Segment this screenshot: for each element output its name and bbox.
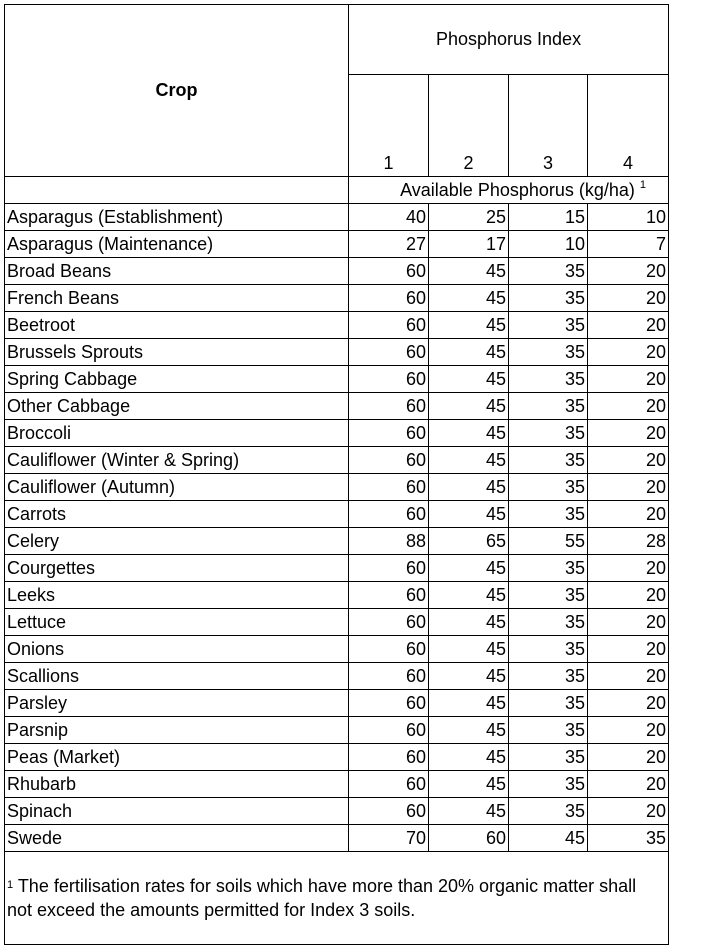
value-cell-index-1: 60 (349, 420, 429, 447)
value-cell-index-4: 20 (588, 690, 669, 717)
value-cell-index-4: 20 (588, 312, 669, 339)
table-row (5, 420, 669, 447)
value-cell-index-2: 60 (429, 825, 509, 852)
crop-name-cell: Lettuce (5, 609, 349, 636)
crop-name-cell: Beetroot (5, 312, 349, 339)
value-cell-index-2: 45 (429, 555, 509, 582)
value-cell-index-4: 20 (588, 474, 669, 501)
crop-name-cell: Leeks (5, 582, 349, 609)
table-row (5, 636, 669, 663)
table-row (5, 285, 669, 312)
index-header-2: 2 (429, 75, 509, 177)
value-cell-index-4: 10 (588, 204, 669, 231)
value-cell-index-4: 20 (588, 771, 669, 798)
table-row (5, 312, 669, 339)
phosphorus-table (4, 4, 669, 945)
value-cell-index-2: 45 (429, 285, 509, 312)
value-cell-index-1: 60 (349, 771, 429, 798)
value-cell-index-3: 35 (509, 366, 588, 393)
crop-name-cell: Celery (5, 528, 349, 555)
crop-column-header: Crop (5, 5, 349, 177)
value-cell-index-4: 20 (588, 582, 669, 609)
value-cell-index-2: 45 (429, 798, 509, 825)
crop-name-cell: Cauliflower (Winter & Spring) (5, 447, 349, 474)
value-cell-index-3: 15 (509, 204, 588, 231)
crop-name-cell: Broad Beans (5, 258, 349, 285)
value-cell-index-4: 35 (588, 825, 669, 852)
value-cell-index-2: 45 (429, 717, 509, 744)
value-cell-index-3: 35 (509, 312, 588, 339)
value-cell-index-2: 45 (429, 744, 509, 771)
crop-name-cell: Cauliflower (Autumn) (5, 474, 349, 501)
table-row (5, 447, 669, 474)
value-cell-index-2: 25 (429, 204, 509, 231)
table-row (5, 366, 669, 393)
available-row-blank-cell (5, 177, 349, 204)
value-cell-index-2: 45 (429, 366, 509, 393)
value-cell-index-4: 20 (588, 636, 669, 663)
value-cell-index-2: 45 (429, 609, 509, 636)
value-cell-index-2: 45 (429, 582, 509, 609)
value-cell-index-4: 28 (588, 528, 669, 555)
crop-name-cell: Courgettes (5, 555, 349, 582)
crop-name-cell: French Beans (5, 285, 349, 312)
value-cell-index-1: 40 (349, 204, 429, 231)
crop-name-cell: Onions (5, 636, 349, 663)
crop-name-cell: Carrots (5, 501, 349, 528)
value-cell-index-3: 35 (509, 609, 588, 636)
crop-name-cell: Asparagus (Establishment) (5, 204, 349, 231)
crop-name-cell: Brussels Sprouts (5, 339, 349, 366)
value-cell-index-2: 45 (429, 447, 509, 474)
footnote-marker: 1 (639, 178, 647, 191)
index-header-1: 1 (349, 75, 429, 177)
value-cell-index-1: 60 (349, 717, 429, 744)
value-cell-index-2: 45 (429, 420, 509, 447)
table-row (5, 582, 669, 609)
value-cell-index-3: 10 (509, 231, 588, 258)
value-cell-index-4: 20 (588, 555, 669, 582)
index-header-3: 3 (509, 75, 588, 177)
value-cell-index-4: 20 (588, 609, 669, 636)
value-cell-index-1: 60 (349, 258, 429, 285)
value-cell-index-3: 35 (509, 285, 588, 312)
table-row (5, 204, 669, 231)
value-cell-index-4: 20 (588, 285, 669, 312)
footnote-cell (5, 852, 669, 945)
crop-name-cell: Parsley (5, 690, 349, 717)
value-cell-index-2: 45 (429, 258, 509, 285)
table-row (5, 231, 669, 258)
value-cell-index-2: 45 (429, 474, 509, 501)
value-cell-index-3: 35 (509, 339, 588, 366)
value-cell-index-1: 60 (349, 663, 429, 690)
value-cell-index-1: 60 (349, 501, 429, 528)
value-cell-index-1: 60 (349, 312, 429, 339)
available-phosphorus-text: Available Phosphorus (kg/ha) (400, 179, 635, 200)
value-cell-index-3: 35 (509, 501, 588, 528)
value-cell-index-4: 20 (588, 366, 669, 393)
crop-name-cell: Scallions (5, 663, 349, 690)
value-cell-index-3: 35 (509, 555, 588, 582)
crop-name-cell: Other Cabbage (5, 393, 349, 420)
value-cell-index-1: 88 (349, 528, 429, 555)
table-row (5, 771, 669, 798)
value-cell-index-4: 20 (588, 339, 669, 366)
value-cell-index-1: 60 (349, 636, 429, 663)
value-cell-index-4: 20 (588, 744, 669, 771)
value-cell-index-4: 20 (588, 663, 669, 690)
value-cell-index-1: 60 (349, 744, 429, 771)
crop-name-cell: Spring Cabbage (5, 366, 349, 393)
value-cell-index-1: 60 (349, 555, 429, 582)
table-row (5, 717, 669, 744)
value-cell-index-3: 35 (509, 690, 588, 717)
value-cell-index-4: 20 (588, 798, 669, 825)
value-cell-index-1: 60 (349, 474, 429, 501)
value-cell-index-2: 45 (429, 339, 509, 366)
value-cell-index-4: 20 (588, 447, 669, 474)
value-cell-index-3: 35 (509, 393, 588, 420)
value-cell-index-3: 35 (509, 636, 588, 663)
table-row (5, 690, 669, 717)
table-row (5, 609, 669, 636)
value-cell-index-1: 60 (349, 798, 429, 825)
footnote-text: The fertilisation rates for soils which have more than 20% organic matter shall not exceed the amounts permitted for Index 3 soils. (7, 876, 637, 920)
crop-name-cell: Parsnip (5, 717, 349, 744)
value-cell-index-1: 60 (349, 393, 429, 420)
phosphorus-index-header: Phosphorus Index (349, 5, 669, 75)
crop-name-cell: Rhubarb (5, 771, 349, 798)
table-row (5, 474, 669, 501)
value-cell-index-1: 60 (349, 609, 429, 636)
crop-name-cell: Spinach (5, 798, 349, 825)
value-cell-index-1: 60 (349, 366, 429, 393)
value-cell-index-3: 55 (509, 528, 588, 555)
value-cell-index-4: 20 (588, 393, 669, 420)
table-row (5, 393, 669, 420)
value-cell-index-4: 7 (588, 231, 669, 258)
value-cell-index-2: 45 (429, 393, 509, 420)
table-row (5, 258, 669, 285)
crop-name-cell: Swede (5, 825, 349, 852)
value-cell-index-3: 35 (509, 582, 588, 609)
table-row (5, 555, 669, 582)
value-cell-index-3: 35 (509, 420, 588, 447)
value-cell-index-3: 35 (509, 717, 588, 744)
table-row (5, 744, 669, 771)
value-cell-index-3: 35 (509, 663, 588, 690)
value-cell-index-1: 60 (349, 285, 429, 312)
value-cell-index-1: 60 (349, 447, 429, 474)
table-row (5, 339, 669, 366)
value-cell-index-1: 60 (349, 339, 429, 366)
available-phosphorus-label (349, 177, 669, 204)
value-cell-index-1: 70 (349, 825, 429, 852)
value-cell-index-3: 45 (509, 825, 588, 852)
value-cell-index-2: 45 (429, 312, 509, 339)
value-cell-index-2: 17 (429, 231, 509, 258)
value-cell-index-1: 60 (349, 690, 429, 717)
value-cell-index-3: 35 (509, 258, 588, 285)
table-row (5, 663, 669, 690)
crop-name-cell: Asparagus (Maintenance) (5, 231, 349, 258)
table-body (5, 5, 669, 945)
table-row (5, 501, 669, 528)
crop-name-cell: Peas (Market) (5, 744, 349, 771)
header-row-title (5, 5, 669, 75)
value-cell-index-4: 20 (588, 420, 669, 447)
value-cell-index-4: 20 (588, 501, 669, 528)
value-cell-index-3: 35 (509, 447, 588, 474)
table-row (5, 528, 669, 555)
value-cell-index-2: 65 (429, 528, 509, 555)
crop-name-cell: Broccoli (5, 420, 349, 447)
value-cell-index-2: 45 (429, 690, 509, 717)
value-cell-index-2: 45 (429, 771, 509, 798)
footnote-row (5, 852, 669, 945)
available-phosphorus-row (5, 177, 669, 204)
value-cell-index-1: 27 (349, 231, 429, 258)
value-cell-index-3: 35 (509, 744, 588, 771)
value-cell-index-4: 20 (588, 258, 669, 285)
value-cell-index-3: 35 (509, 798, 588, 825)
value-cell-index-2: 45 (429, 501, 509, 528)
table-row (5, 798, 669, 825)
value-cell-index-3: 35 (509, 474, 588, 501)
value-cell-index-2: 45 (429, 663, 509, 690)
footnote-mark: 1 (7, 879, 14, 891)
value-cell-index-3: 35 (509, 771, 588, 798)
index-header-4: 4 (588, 75, 669, 177)
table-row (5, 825, 669, 852)
value-cell-index-2: 45 (429, 636, 509, 663)
value-cell-index-4: 20 (588, 717, 669, 744)
value-cell-index-1: 60 (349, 582, 429, 609)
